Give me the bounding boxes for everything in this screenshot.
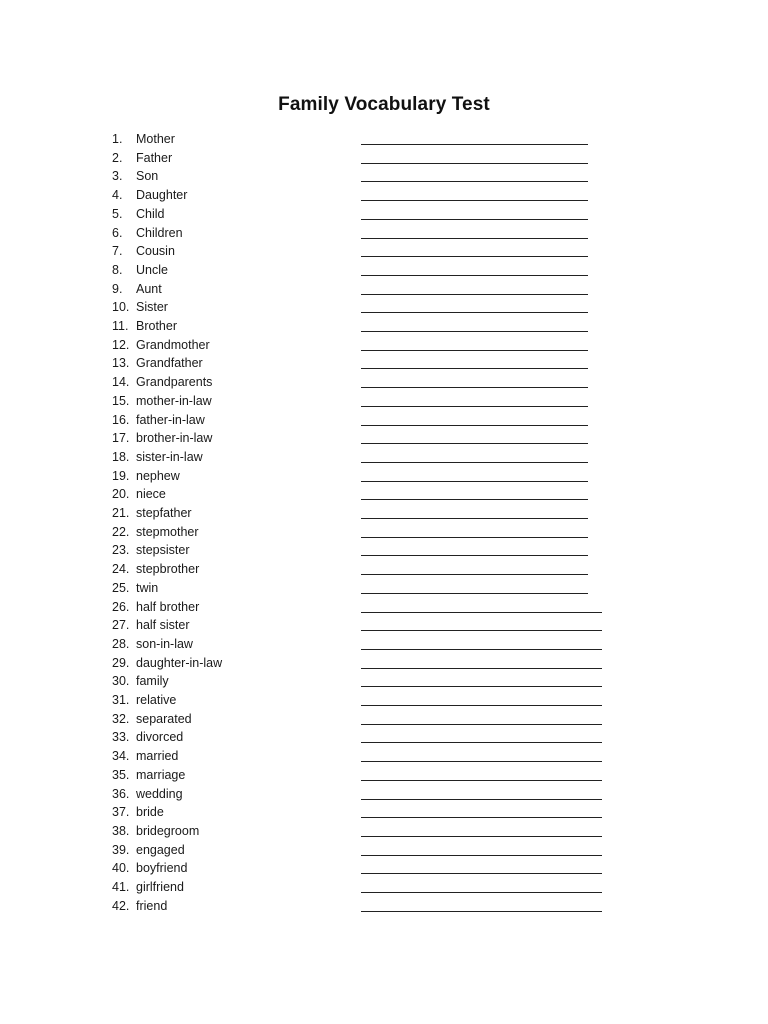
vocabulary-word: Grandmother: [136, 337, 210, 352]
vocabulary-word: father-in-law: [136, 412, 205, 427]
vocabulary-word: Sister: [136, 300, 168, 315]
answer-blank-line[interactable]: [361, 742, 602, 743]
vocabulary-word: boyfriend: [136, 861, 188, 876]
answer-blank-line[interactable]: [361, 574, 588, 575]
list-item: [0, 523, 768, 542]
vocabulary-word: brother-in-law: [136, 431, 213, 446]
vocabulary-word: wedding: [136, 786, 183, 801]
item-number: 2.: [112, 150, 123, 165]
answer-blank-line[interactable]: [361, 350, 588, 351]
vocabulary-word: Grandfather: [136, 356, 203, 371]
list-item: [0, 373, 768, 392]
answer-blank-line[interactable]: [361, 817, 602, 818]
vocabulary-word: Daughter: [136, 188, 188, 203]
vocabulary-word: Father: [136, 150, 173, 165]
list-item: [0, 485, 768, 504]
vocabulary-word: Aunt: [136, 281, 162, 296]
item-number: 40.: [112, 861, 130, 876]
list-item: [0, 803, 768, 822]
answer-blank-line[interactable]: [361, 200, 588, 201]
list-item: [0, 205, 768, 224]
list-item: [0, 280, 768, 299]
item-number: 21.: [112, 506, 130, 520]
item-number: 5.: [112, 206, 123, 221]
vocabulary-word: twin: [136, 580, 159, 595]
item-number: 32.: [112, 711, 130, 726]
list-item: [0, 841, 768, 860]
vocabulary-word: half brother: [136, 599, 200, 614]
item-number: 9.: [112, 281, 123, 296]
list-item: [0, 672, 768, 691]
answer-blank-line[interactable]: [361, 630, 602, 631]
item-number: 3.: [112, 169, 123, 184]
item-number: 42.: [112, 898, 130, 913]
list-item: [0, 897, 768, 916]
vocabulary-word: Son: [136, 169, 159, 184]
item-number: 7.: [112, 244, 123, 259]
answer-blank-line[interactable]: [361, 799, 602, 800]
answer-blank-line[interactable]: [361, 443, 588, 444]
answer-blank-line[interactable]: [361, 649, 602, 650]
item-number: 41.: [112, 880, 130, 894]
vocabulary-word: son-in-law: [136, 636, 193, 651]
list-item: [0, 392, 768, 411]
answer-blank-line[interactable]: [361, 593, 588, 594]
answer-blank-line[interactable]: [361, 892, 602, 893]
vocabulary-word: divorced: [136, 730, 184, 745]
answer-blank-line[interactable]: [361, 238, 588, 239]
item-number: 16.: [112, 412, 130, 427]
vocabulary-word: stepmother: [136, 524, 199, 539]
item-number: 25.: [112, 580, 130, 595]
list-item: [0, 429, 768, 448]
vocabulary-word: marriage: [136, 767, 186, 782]
answer-blank-line[interactable]: [361, 256, 588, 257]
item-number: 4.: [112, 188, 123, 203]
answer-blank-line[interactable]: [361, 612, 602, 613]
vocabulary-word: engaged: [136, 842, 185, 857]
answer-blank-line[interactable]: [361, 518, 588, 519]
list-item: [0, 467, 768, 486]
list-item: [0, 186, 768, 205]
answer-blank-line[interactable]: [361, 368, 588, 369]
vocabulary-word: mother-in-law: [136, 393, 212, 408]
vocabulary-word: stepsister: [136, 543, 190, 558]
vocabulary-word: friend: [136, 898, 168, 913]
list-item: [0, 878, 768, 897]
item-number: 26.: [112, 599, 130, 614]
vocabulary-word: Uncle: [136, 262, 168, 277]
vocabulary-word: married: [136, 749, 179, 764]
list-item: [0, 448, 768, 467]
answer-blank-line[interactable]: [361, 555, 588, 556]
item-number: 29.: [112, 655, 130, 670]
item-number: 34.: [112, 749, 130, 764]
answer-blank-line[interactable]: [361, 294, 588, 295]
answer-blank-line[interactable]: [361, 836, 602, 837]
vocabulary-word: Cousin: [136, 244, 175, 259]
item-number: 19.: [112, 468, 130, 483]
item-number: 39.: [112, 842, 130, 857]
item-number: 8.: [112, 262, 123, 277]
item-number: 31.: [112, 693, 130, 707]
list-item: [0, 149, 768, 168]
item-number: 37.: [112, 805, 130, 820]
answer-blank-line[interactable]: [361, 686, 602, 687]
vocabulary-word: stepfather: [136, 506, 192, 520]
item-number: 24.: [112, 562, 130, 577]
answer-blank-line[interactable]: [361, 537, 588, 538]
item-number: 13.: [112, 356, 130, 371]
vocabulary-word: nephew: [136, 468, 180, 483]
answer-blank-line[interactable]: [361, 761, 602, 762]
list-item: [0, 728, 768, 747]
item-number: 15.: [112, 393, 130, 408]
list-item: [0, 504, 768, 523]
vocabulary-word: bridegroom: [136, 823, 200, 838]
list-item: [0, 785, 768, 804]
answer-blank-line[interactable]: [361, 911, 602, 912]
item-number: 10.: [112, 300, 130, 315]
answer-blank-line[interactable]: [361, 163, 588, 164]
vocabulary-word: Children: [136, 225, 183, 240]
answer-blank-line[interactable]: [361, 780, 602, 781]
item-number: 1.: [112, 132, 123, 146]
answer-blank-line[interactable]: [361, 705, 602, 706]
answer-blank-line[interactable]: [361, 144, 588, 145]
list-item: [0, 411, 768, 430]
item-number: 17.: [112, 431, 130, 446]
list-item: [0, 598, 768, 617]
item-number: 20.: [112, 487, 130, 502]
item-number: 11.: [112, 319, 129, 333]
item-number: 30.: [112, 674, 130, 689]
vocabulary-word: Mother: [136, 132, 175, 146]
vocabulary-word: daughter-in-law: [136, 655, 223, 670]
list-item: [0, 579, 768, 598]
vocabulary-word: family: [136, 674, 169, 689]
item-number: 35.: [112, 767, 130, 782]
list-item: [0, 130, 768, 149]
item-number: 14.: [112, 375, 130, 390]
answer-blank-line[interactable]: [361, 481, 588, 482]
answer-blank-line[interactable]: [361, 499, 588, 500]
answer-blank-line[interactable]: [361, 462, 588, 463]
list-item: [0, 298, 768, 317]
answer-blank-line[interactable]: [361, 668, 602, 669]
answer-blank-line[interactable]: [361, 855, 602, 856]
item-number: 6.: [112, 225, 123, 240]
vocabulary-word: relative: [136, 693, 177, 707]
vocabulary-word: separated: [136, 711, 192, 726]
vocabulary-word: half sister: [136, 618, 190, 633]
vocabulary-word: Brother: [136, 319, 177, 333]
list-item: [0, 541, 768, 560]
page-title: Family Vocabulary Test: [278, 94, 490, 115]
vocabulary-word: Child: [136, 206, 165, 221]
item-number: 12.: [112, 337, 130, 352]
list-item: [0, 691, 768, 710]
item-number: 23.: [112, 543, 130, 558]
list-item: [0, 822, 768, 841]
list-item: [0, 654, 768, 673]
list-item: [0, 616, 768, 635]
answer-blank-line[interactable]: [361, 873, 602, 874]
vocabulary-word: niece: [136, 487, 166, 502]
answer-blank-line[interactable]: [361, 724, 602, 725]
vocabulary-word: Grandparents: [136, 375, 213, 390]
answer-blank-line[interactable]: [361, 275, 588, 276]
list-item: [0, 859, 768, 878]
item-number: 28.: [112, 636, 130, 651]
vocabulary-word: girlfriend: [136, 880, 184, 894]
item-number: 18.: [112, 449, 130, 464]
vocabulary-word: stepbrother: [136, 562, 200, 577]
list-item: [0, 710, 768, 729]
vocabulary-word: bride: [136, 805, 164, 820]
answer-blank-line[interactable]: [361, 181, 588, 182]
answer-blank-line[interactable]: [361, 387, 588, 388]
list-item: [0, 224, 768, 243]
list-item: [0, 354, 768, 373]
list-item: [0, 560, 768, 579]
list-item: [0, 635, 768, 654]
item-number: 22.: [112, 524, 130, 539]
answer-blank-line[interactable]: [361, 406, 588, 407]
item-number: 33.: [112, 730, 130, 745]
list-item: [0, 336, 768, 355]
item-number: 27.: [112, 618, 130, 633]
item-number: 38.: [112, 823, 130, 838]
list-item: [0, 317, 768, 336]
item-number: 36.: [112, 786, 130, 801]
answer-blank-line[interactable]: [361, 425, 588, 426]
answer-blank-line[interactable]: [361, 219, 588, 220]
list-item: [0, 167, 768, 186]
list-item: [0, 747, 768, 766]
list-item: [0, 242, 768, 261]
list-item: [0, 261, 768, 280]
list-item: [0, 766, 768, 785]
vocabulary-word: sister-in-law: [136, 449, 203, 464]
answer-blank-line[interactable]: [361, 312, 588, 313]
answer-blank-line[interactable]: [361, 331, 588, 332]
